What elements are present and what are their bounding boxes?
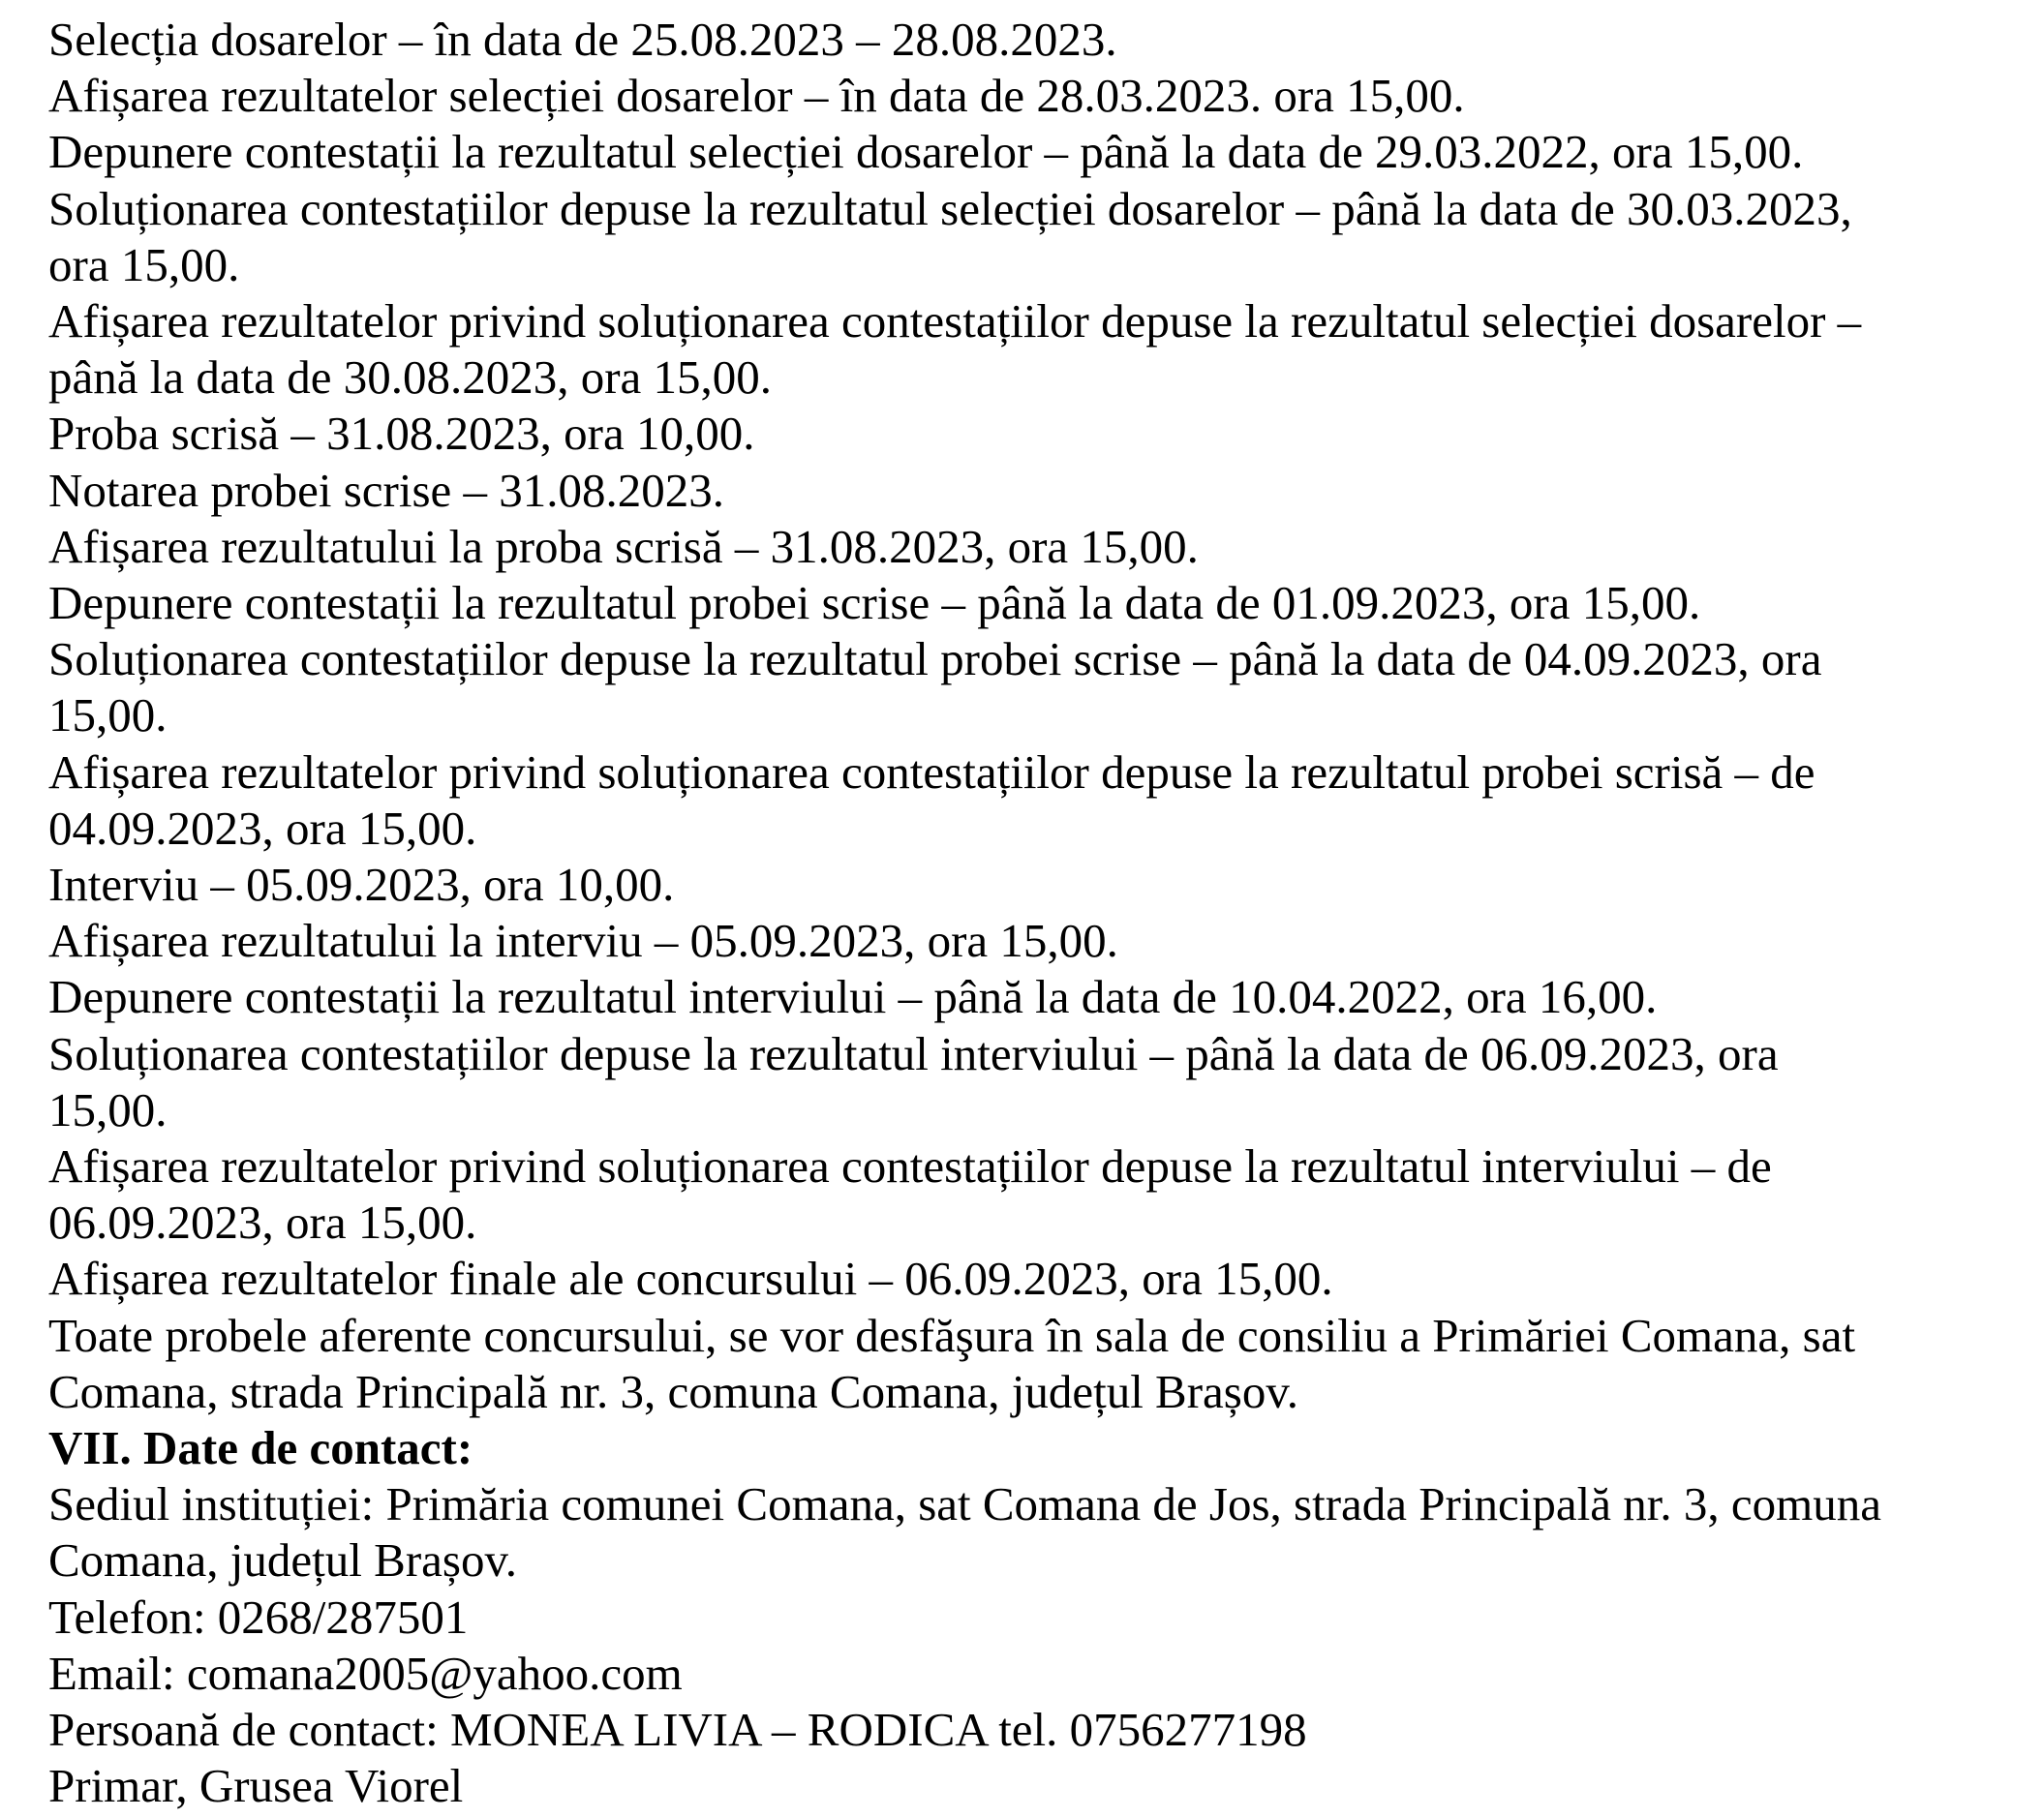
schedule-line: Afișarea rezultatului la proba scrisă – 31.08.2023, ora 15,00. [48, 519, 1199, 573]
contact-address: Sediul instituției: Primăria comunei Comana, sat Comana de Jos, strada Principală nr. 3, comuna [48, 1477, 1881, 1531]
schedule-line: 15,00. [48, 1082, 168, 1136]
mayor-signature-line: Primar, Grusea Viorel [48, 1759, 464, 1813]
schedule-line: Afișarea rezultatelor privind soluționarea contestațiilor depuse la rezultatul interviului – de [48, 1139, 1772, 1194]
schedule-line: Selecția dosarelor – în data de 25.08.2023 – 28.08.2023. [48, 13, 1117, 66]
schedule-line: Afișarea rezultatelor finale ale concursului – 06.09.2023, ora 15,00. [48, 1252, 1333, 1306]
schedule-line: Depunere contestații la rezultatul selecției dosarelor – până la data de 29.03.2022, ora 15,00. [48, 125, 1804, 179]
schedule-line: Proba scrisă – 31.08.2023, ora 10,00. [48, 407, 755, 461]
schedule-line: 15,00. [48, 688, 168, 742]
schedule-line: 04.09.2023, ora 15,00. [48, 801, 477, 855]
schedule-line: până la data de 30.08.2023, ora 15,00. [48, 350, 773, 405]
schedule-line: Afișarea rezultatelor privind soluționarea contestațiilor depuse la rezultatul probei scrisă – de [48, 744, 1815, 799]
schedule-line: Afișarea rezultatelor privind soluționarea contestațiilor depuse la rezultatul selecției dosarelor – [48, 294, 1862, 348]
venue-line: Comana, strada Principală nr. 3, comuna Comana, județul Brașov. [48, 1364, 1298, 1418]
schedule-line: Soluționarea contestațiilor depuse la rezultatul interviului – până la data de 06.09.2023, ora [48, 1026, 1779, 1080]
schedule-line: Depunere contestații la rezultatul probei scrise – până la data de 01.09.2023, ora 15,00. [48, 576, 1701, 630]
schedule-line: Soluționarea contestațiilor depuse la rezultatul selecției dosarelor – până la data de 30.03.2023, [48, 181, 1852, 235]
contact-phone: Telefon: 0268/287501 [48, 1590, 469, 1644]
contact-section [48, 1420, 2004, 1814]
schedule-section [48, 12, 2004, 1420]
contact-person: Persoană de contact: MONEA LIVIA – RODICA tel. 0756277198 [48, 1703, 1307, 1757]
venue-line: Toate probele aferente concursului, se vor desfăşura în sala de consiliu a Primăriei Comana, sat [48, 1308, 1856, 1362]
schedule-line: Afișarea rezultatelor selecției dosarelor – în data de 28.03.2023. ora 15,00. [48, 69, 1465, 123]
schedule-line: Interviu – 05.09.2023, ora 10,00. [48, 858, 675, 912]
schedule-line: Afișarea rezultatului la interviu – 05.09.2023, ora 15,00. [48, 914, 1118, 968]
contact-heading: VII. Date de contact: [48, 1421, 473, 1475]
schedule-line: ora 15,00. [48, 237, 240, 291]
schedule-line: Depunere contestații la rezultatul interviului – până la data de 10.04.2022, ora 16,00. [48, 970, 1658, 1024]
schedule-line: Soluționarea contestațiilor depuse la rezultatul probei scrise – până la data de 04.09.2023, ora [48, 632, 1822, 686]
schedule-line: 06.09.2023, ora 15,00. [48, 1196, 477, 1250]
contact-email: Email: comana2005@yahoo.com [48, 1646, 683, 1700]
schedule-line: Notarea probei scrise – 31.08.2023. [48, 463, 725, 517]
document-body [48, 12, 2004, 1815]
contact-address: Comana, județul Brașov. [48, 1533, 518, 1588]
